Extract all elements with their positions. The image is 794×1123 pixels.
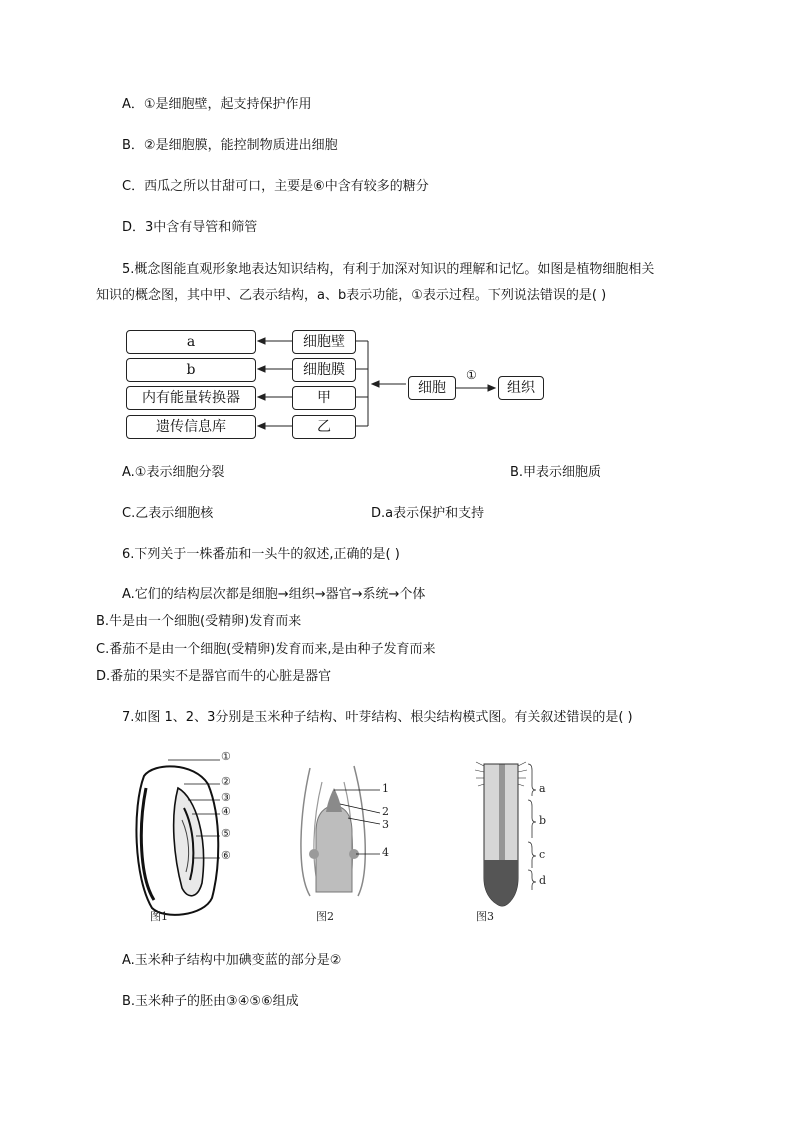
figure-1-corn-seed — [124, 748, 254, 928]
fig1-label-5: ⑤ — [221, 827, 231, 840]
fig1-label-1: ① — [221, 750, 231, 763]
root-tip-illustration — [470, 760, 560, 910]
q5-option-d: D.a表示保护和支持 — [371, 506, 485, 521]
fig2-label-1: 1 — [382, 782, 389, 795]
fig2-label-2: 2 — [382, 805, 389, 818]
cell-box: 细胞 — [408, 376, 456, 400]
q4-option-a: A．①是细胞壁，起支持保护作用 — [122, 97, 312, 112]
q4-option-d: D．3中含有导管和筛管 — [122, 220, 258, 235]
function-box-genetic: 遗传信息库 — [126, 415, 256, 439]
structure-box-cell-wall: 细胞壁 — [292, 330, 356, 354]
fig1-label-3: ③ — [221, 791, 231, 804]
structure-box-jia: 甲 — [292, 386, 356, 410]
fig1-label-4: ④ — [221, 805, 231, 818]
q7-option-b: B.玉米种子的胚由③④⑤⑥组成 — [122, 994, 299, 1009]
function-box-energy: 内有能量转换器 — [126, 386, 256, 410]
q5-stem-line2: 知识的概念图，其中甲、乙表示结构，a、b表示功能，①表示过程。下列说法错误的是( ) — [96, 288, 607, 303]
fig3-label-d: d — [539, 874, 547, 887]
fig3-caption: 图3 — [476, 910, 494, 923]
process-label: ① — [466, 368, 477, 382]
fig1-label-2: ② — [221, 775, 231, 788]
function-box-b: b — [126, 358, 256, 382]
tissue-box: 组织 — [498, 376, 544, 400]
fig3-label-c: c — [539, 848, 546, 861]
figure-3-root-tip — [470, 760, 560, 928]
structure-box-cell-membrane: 细胞膜 — [292, 358, 356, 382]
q6-stem: 6.下列关于一株番茄和一头牛的叙述,正确的是( ) — [122, 547, 400, 562]
fig2-caption: 图2 — [316, 910, 334, 923]
concept-map-diagram — [126, 322, 546, 444]
corn-seed-illustration — [124, 748, 254, 918]
fig3-label-b: b — [539, 814, 547, 827]
function-box-a: a — [126, 330, 256, 354]
structure-box-yi: 乙 — [292, 415, 356, 439]
q5-stem-line1: 5.概念图能直观形象地表达知识结构，有利于加深对知识的理解和记忆。如图是植物细胞相关 — [122, 262, 655, 277]
q5-option-a: A.①表示细胞分裂 — [122, 465, 225, 480]
fig1-label-6: ⑥ — [221, 849, 231, 862]
fig2-label-3: 3 — [382, 818, 389, 831]
q6-option-a: A.它们的结构层次都是细胞→组织→器官→系统→个体 — [122, 587, 426, 602]
q4-option-b: B．②是细胞膜，能控制物质进出细胞 — [122, 138, 338, 153]
q6-option-c: C.番茄不是由一个细胞(受精卵)发育而来,是由种子发育而来 — [96, 642, 436, 657]
fig1-caption: 图1 — [150, 910, 168, 923]
q6-option-b: B.牛是由一个细胞(受精卵)发育而来 — [96, 614, 302, 629]
q7-stem: 7.如图 1、2、3分别是玉米种子结构、叶芽结构、根尖结构模式图。有关叙述错误的是( ) — [122, 710, 633, 725]
q5-option-b: B.甲表示细胞质 — [510, 465, 602, 480]
q6-option-d: D.番茄的果实不是器官而牛的心脏是器官 — [96, 669, 332, 684]
q7-option-a: A.玉米种子结构中加碘变蓝的部分是② — [122, 953, 342, 968]
figure-2-leaf-bud — [292, 762, 402, 928]
fig2-label-4: 4 — [382, 846, 389, 859]
fig3-label-a: a — [539, 782, 546, 795]
q4-option-c: C．西瓜之所以甘甜可口，主要是⑥中含有较多的糖分 — [122, 179, 429, 194]
q5-option-c: C.乙表示细胞核 — [122, 506, 214, 521]
